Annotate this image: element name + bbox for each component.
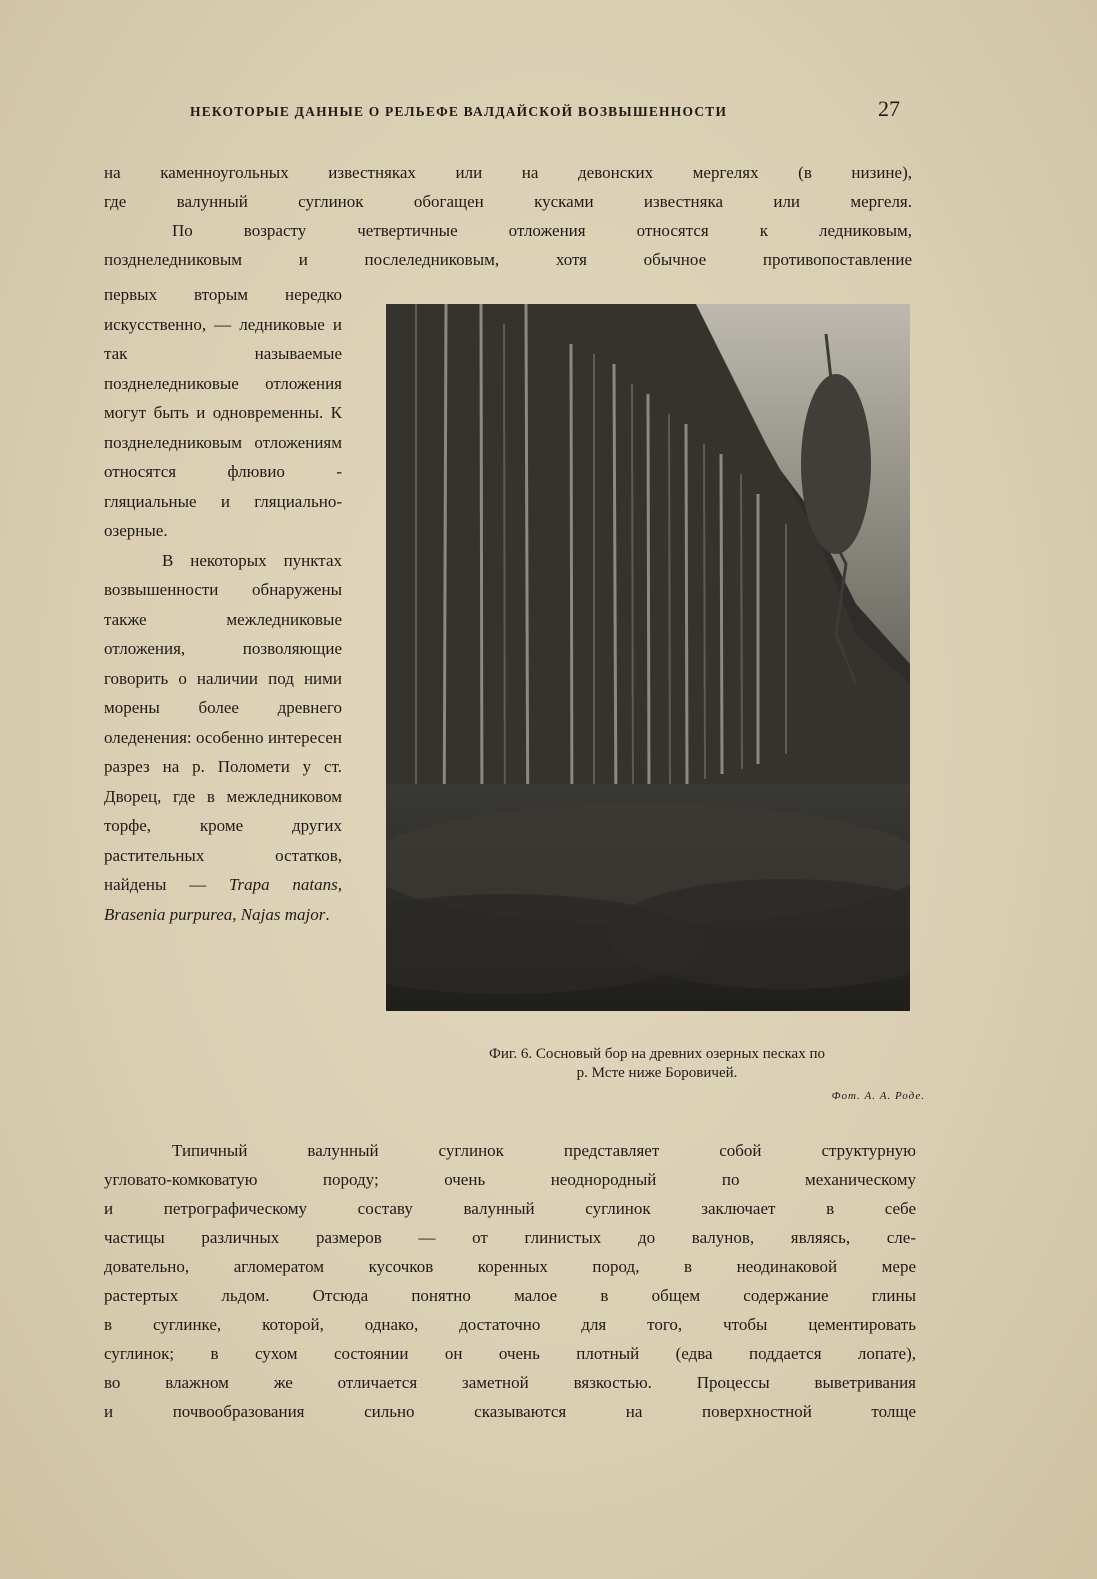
left-text-column: [104, 280, 342, 929]
caption-line-1: Фиг. 6. Сосновый бор на древних озерных песках по: [489, 1046, 825, 1062]
caption-line-2: р. Мсте ниже Боровичей.: [576, 1065, 738, 1081]
bottom-paragraph: [104, 1136, 916, 1426]
bottom-line-6: растертых льдом. Отсюда понятно малое в общем содержание глины: [104, 1286, 916, 1305]
bottom-line-10: и почвообразования сильно сказываются на поверхностной толще: [104, 1402, 916, 1421]
text-line-3: По возрасту четвертичные отложения относятся к ледниковым,: [172, 221, 912, 240]
bottom-line-1: Типичный валунный суглинок представляет собой структурную: [172, 1141, 916, 1160]
page-number: 27: [878, 96, 900, 121]
text-line-1: на каменноугольных известняках или на девонских мергелях (в низине),: [104, 163, 912, 182]
species-najas: Najas major: [240, 904, 326, 924]
bottom-line-7: в суглинке, которой, однако, достаточно для того, чтобы цементировать: [104, 1315, 916, 1334]
species-brasenia: Brasenia purpurea: [104, 904, 233, 924]
column-paragraph-2: В некоторых пунктах возвышенности обнаружены также межледниковые отложения, позволяющие говорить о наличии под ними морены более древнего оледенения: особенно интересен разрез на р. Поломети у ст. Дворец, где в межледниковом торфе, кроме других растительных остатков, найдены — Trapa natans, Brasenia purpurea, Najas major.: [104, 550, 342, 924]
species-trapa: Trapa natans: [229, 875, 338, 894]
forest-photograph: [386, 304, 910, 1011]
running-header: НЕКОТОРЫЕ ДАННЫЕ О РЕЛЬЕФЕ ВАЛДАЙСКОЙ ВОЗВЫШЕННОСТИ: [190, 104, 728, 119]
bottom-line-2: угловато-комковатую породу; очень неоднородный по механическому: [104, 1170, 916, 1189]
bottom-line-9: во влажном же отличается заметной вязкостью. Процессы выветривания: [104, 1373, 916, 1392]
bottom-line-4: частицы различных размеров — от глинистых до валунов, являясь, сле-: [104, 1228, 916, 1247]
bottom-line-5: довательно, агломератом кусочков коренных пород, в неодинаковой мере: [104, 1257, 916, 1276]
text-line-2: где валунный суглинок обогащен кусками известняка или мергеля.: [104, 192, 912, 211]
column-paragraph-1: первых вторым нередко искусственно, — ледниковые и так называемые позднеледниковые отложения могут быть и одновременны. К позднеледниковым отложениям относятся флювио - гляциальные и гляциально-озерные.: [104, 285, 342, 540]
bottom-line-3: и петрографическому составу валунный суглинок заключает в себе: [104, 1199, 916, 1218]
text-line-4: позднеледниковым и послеледниковым, хотя обычное противопоставление: [104, 250, 912, 269]
bottom-line-8: суглинок; в сухом состоянии он очень плотный (едва поддается лопате),: [104, 1344, 916, 1363]
pine-forest-image: [386, 304, 910, 1011]
figure-caption: [392, 1045, 922, 1083]
photo-credit: Фот. А. А. Роде.: [831, 1090, 925, 1102]
column-paragraph-2-text: В некоторых пунктах возвышенности обнаружены также межледниковые отложения, позволяющие говорить о наличии под ними морены более древнего оледенения: особенно интересен разрез на р. Поломети у ст. Дворец, где в межледниковом торфе, кроме других растительных остатков, найдены —: [104, 550, 342, 894]
